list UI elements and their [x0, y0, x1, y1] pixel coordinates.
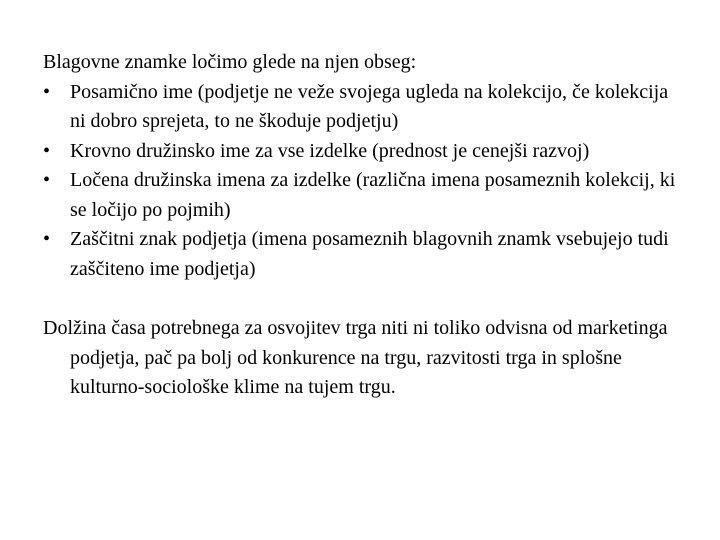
list-item — [43, 166, 683, 225]
list-item-text: Zaščitni znak podjetja (imena posameznih blagovnih znamk vsebujejo tudi zaščiteno ime podjetja) — [70, 228, 669, 280]
bullet-icon: • — [43, 169, 51, 191]
list-item-text: Ločena družinska imena za izdelke (različna imena posameznih kolekcij, ki se ločijo po pojmih) — [70, 169, 676, 221]
bullet-icon: • — [43, 80, 51, 103]
intro-text: Blagovne znamke ločimo glede na njen obseg: — [43, 51, 417, 73]
bullet-icon: • — [43, 139, 51, 162]
bullet-list — [43, 78, 683, 285]
closing-paragraph: Dolžina časa potrebnega za osvojitev trga niti ni toliko odvisna od marketinga podjetja, pač pa bolj od konkurence na trgu, razvitosti trga in splošne kulturno-sociološke klime na tujem trgu. — [43, 317, 668, 398]
list-item — [43, 225, 683, 284]
slide-content — [43, 48, 683, 403]
list-item-text: Krovno družinsko ime za vse izdelke (prednost je cenejši razvoj) — [70, 139, 590, 162]
bullet-icon: • — [43, 228, 51, 250]
list-item — [43, 137, 683, 167]
list-item-text: Posamično ime (podjetje ne veže svojega ugleda na kolekcijo, če kolekcija ni dobro sprejeta, to ne škoduje podjetju) — [70, 80, 669, 132]
list-item — [43, 78, 683, 137]
